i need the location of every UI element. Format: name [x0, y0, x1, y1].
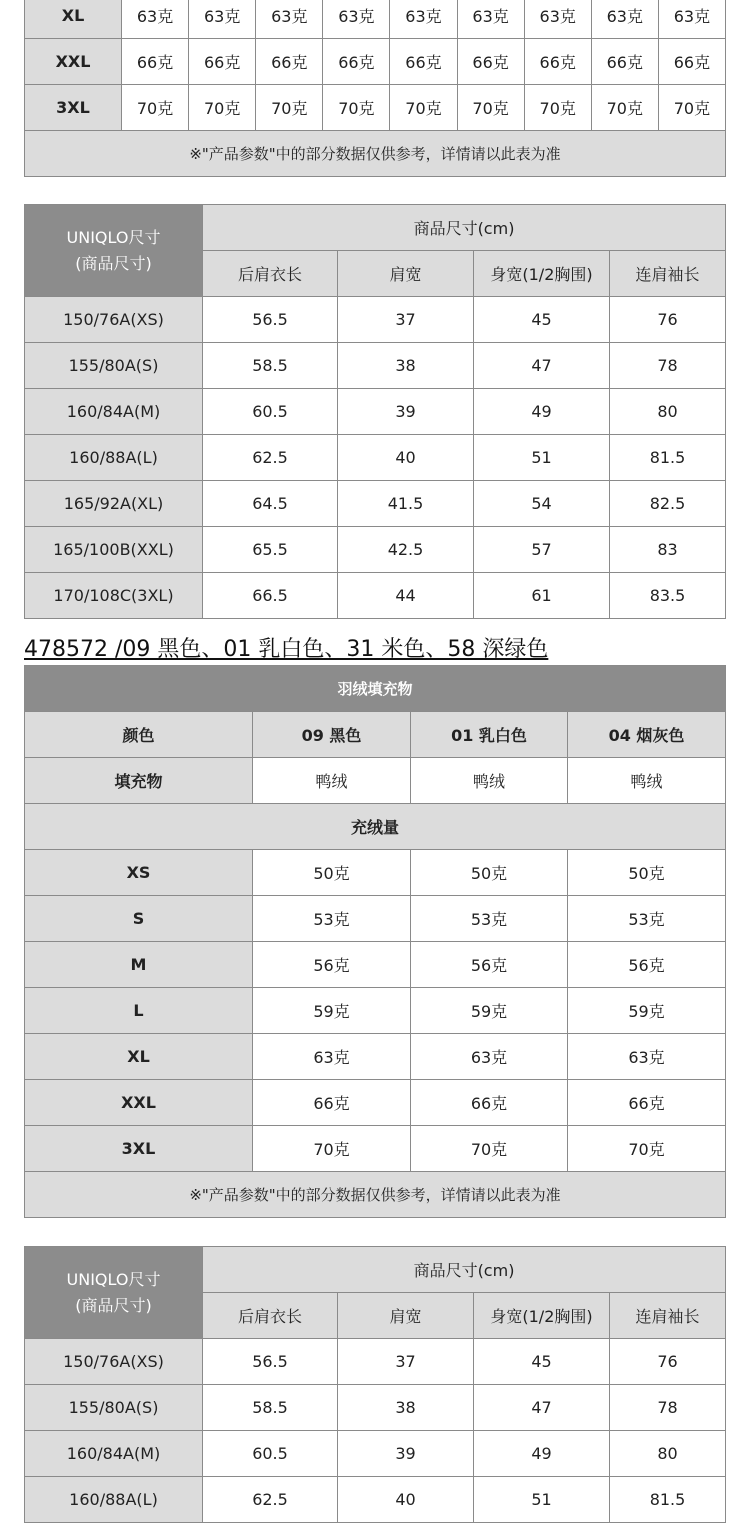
fill-amount-cell: 66克: [256, 39, 323, 85]
fill-amount-cell: 66克: [189, 39, 256, 85]
color-label: 颜色: [25, 712, 253, 758]
fill-table: [24, 665, 726, 1218]
filling-cell: 鸭绒: [568, 758, 726, 804]
measurement-cell: 49: [474, 1431, 610, 1477]
measurement-cell: 60.5: [203, 389, 338, 435]
filling-row: [25, 758, 726, 804]
table-row: [25, 1385, 726, 1431]
fill-amount-cell: 63克: [457, 0, 524, 39]
color-cell: 01 乳白色: [411, 712, 568, 758]
table-row: [25, 0, 726, 39]
fill-amount-cell: 63克: [323, 0, 390, 39]
column-header: 肩宽: [338, 1293, 474, 1339]
table-row: [25, 988, 726, 1034]
measurement-cell: 60.5: [203, 1431, 338, 1477]
color-cell: 04 烟灰色: [568, 712, 726, 758]
fill-amount-cell: 63克: [411, 1034, 568, 1080]
fill-amount-cell: 59克: [411, 988, 568, 1034]
fill-amount-cell: 70克: [658, 85, 725, 131]
measurement-cell: 56.5: [203, 297, 338, 343]
measurement-cell: 38: [338, 343, 474, 389]
measurement-cell: 45: [474, 297, 610, 343]
fill-amount-cell: 53克: [253, 896, 411, 942]
measurement-cell: 37: [338, 1339, 474, 1385]
column-header: 后肩衣长: [203, 251, 338, 297]
table-note: ※"产品参数"中的部分数据仅供参考，详情请以此表为准: [25, 131, 726, 177]
measurement-cell: 80: [610, 1431, 726, 1477]
size-cell: XL: [25, 0, 122, 39]
size-cell: 160/84A(M): [25, 1431, 203, 1477]
column-header: 连肩袖长: [610, 1293, 726, 1339]
fill-table-title: 羽绒填充物: [25, 666, 726, 712]
fill-amount-cell: 70克: [256, 85, 323, 131]
table-row: [25, 1339, 726, 1385]
measurement-cell: 62.5: [203, 1477, 338, 1523]
measurement-cell: 78: [610, 343, 726, 389]
fill-amount-cell: 56克: [411, 942, 568, 988]
table-row: [25, 573, 726, 619]
measurement-cell: 40: [338, 1477, 474, 1523]
size-cell: 165/92A(XL): [25, 481, 203, 527]
fill-amount-cell: 70克: [390, 85, 457, 131]
color-cell: 09 黑色: [253, 712, 411, 758]
table-row: [25, 85, 726, 131]
measurement-cell: 38: [338, 1385, 474, 1431]
fill-amount-cell: 50克: [411, 850, 568, 896]
measurement-cell: 56.5: [203, 1339, 338, 1385]
fill-amount-cell: 70克: [122, 85, 189, 131]
fill-amount-cell: 66克: [591, 39, 658, 85]
measurement-cell: 41.5: [338, 481, 474, 527]
measurement-cell: 80: [610, 389, 726, 435]
fill-amount-cell: 70克: [457, 85, 524, 131]
fill-amount-cell: 63克: [524, 0, 591, 39]
fill-amount-cell: 66克: [390, 39, 457, 85]
fill-amount-cell: 66克: [524, 39, 591, 85]
measurement-cell: 58.5: [203, 1385, 338, 1431]
table-row: [25, 1080, 726, 1126]
measurement-cell: 51: [474, 1477, 610, 1523]
fill-amount-cell: 63克: [591, 0, 658, 39]
table-row: [25, 343, 726, 389]
size-cell: 160/84A(M): [25, 389, 203, 435]
fill-amount-cell: 66克: [323, 39, 390, 85]
product-size-group-header: 商品尺寸(cm): [203, 205, 726, 251]
fill-amount-cell: 66克: [457, 39, 524, 85]
filling-cell: 鸭绒: [411, 758, 568, 804]
table-row: [25, 1034, 726, 1080]
fill-amount-cell: 66克: [658, 39, 725, 85]
fill-amount-cell: 53克: [411, 896, 568, 942]
fill-amount-cell: 70克: [323, 85, 390, 131]
size-cell: 150/76A(XS): [25, 297, 203, 343]
measurement-cell: 64.5: [203, 481, 338, 527]
uniqlo-size-sublabel: (商品尺寸): [75, 253, 152, 273]
measurement-cell: 66.5: [203, 573, 338, 619]
color-row: [25, 712, 726, 758]
size-cell: M: [25, 942, 253, 988]
fill-amount-cell: 63克: [390, 0, 457, 39]
measurement-cell: 54: [474, 481, 610, 527]
fill-amount-cell: 70克: [568, 1126, 726, 1172]
measurement-cell: 65.5: [203, 527, 338, 573]
fill-amount-cell: 59克: [253, 988, 411, 1034]
measurement-cell: 76: [610, 297, 726, 343]
fill-amount-cell: 50克: [568, 850, 726, 896]
size-cell: 3XL: [25, 1126, 253, 1172]
fill-amount-cell: 70克: [524, 85, 591, 131]
column-header: 身宽(1/2胸围): [474, 1293, 610, 1339]
product-title: 478572 /09 黑色、01 乳白色、31 米色、58 深绿色: [24, 637, 549, 662]
fill-amount-cell: 56克: [568, 942, 726, 988]
table-row: [25, 297, 726, 343]
measurement-cell: 57: [474, 527, 610, 573]
fill-amount-cell: 59克: [568, 988, 726, 1034]
fill-amount-cell: 56克: [253, 942, 411, 988]
fill-amount-cell: 70克: [253, 1126, 411, 1172]
measurement-cell: 58.5: [203, 343, 338, 389]
fill-amount-cell: 66克: [568, 1080, 726, 1126]
measurement-cell: 47: [474, 343, 610, 389]
size-cell: 155/80A(S): [25, 1385, 203, 1431]
measurement-cell: 51: [474, 435, 610, 481]
uniqlo-size-header-2: [25, 1247, 203, 1339]
fill-table-note: ※"产品参数"中的部分数据仅供参考，详情请以此表为准: [25, 1172, 726, 1218]
table-row: [25, 389, 726, 435]
measurement-cell: 44: [338, 573, 474, 619]
size-cell: S: [25, 896, 253, 942]
size-cell: 165/100B(XXL): [25, 527, 203, 573]
uniqlo-size-label: UNIQLO尺寸: [66, 227, 161, 247]
fill-amount-cell: 70克: [189, 85, 256, 131]
fill-amount-cell: 66克: [411, 1080, 568, 1126]
table-row: [25, 942, 726, 988]
column-header: 连肩袖长: [610, 251, 726, 297]
size-cell: XL: [25, 1034, 253, 1080]
size-cell: 160/88A(L): [25, 435, 203, 481]
note-row: [25, 131, 726, 177]
fill-amount-cell: 63克: [253, 1034, 411, 1080]
table-row: [25, 850, 726, 896]
measurement-cell: 83.5: [610, 573, 726, 619]
size-table-1: [24, 204, 726, 619]
measurement-cell: 61: [474, 573, 610, 619]
fill-amount-cell: 66克: [122, 39, 189, 85]
measurement-cell: 39: [338, 389, 474, 435]
measurement-cell: 62.5: [203, 435, 338, 481]
measurement-cell: 78: [610, 1385, 726, 1431]
column-header: 肩宽: [338, 251, 474, 297]
column-header: 身宽(1/2胸围): [474, 251, 610, 297]
column-header: 后肩衣长: [203, 1293, 338, 1339]
table-row: [25, 435, 726, 481]
size-table-2: [24, 1246, 726, 1523]
fill-amount-cell: 63克: [122, 0, 189, 39]
fill-amount-cell: 70克: [411, 1126, 568, 1172]
measurement-cell: 47: [474, 1385, 610, 1431]
filling-label: 填充物: [25, 758, 253, 804]
fill-amount-table-top: [24, 0, 726, 177]
fill-amount-cell: 70克: [591, 85, 658, 131]
fill-amount-cell: 63克: [256, 0, 323, 39]
measurement-cell: 81.5: [610, 435, 726, 481]
table-row: [25, 481, 726, 527]
measurement-cell: 40: [338, 435, 474, 481]
measurement-cell: 49: [474, 389, 610, 435]
size-cell: 170/108C(3XL): [25, 573, 203, 619]
fill-amount-cell: 50克: [253, 850, 411, 896]
uniqlo-size-header: [25, 205, 203, 297]
product-size-group-header-2: 商品尺寸(cm): [203, 1247, 726, 1293]
table-row: [25, 527, 726, 573]
fill-amount-cell: 66克: [253, 1080, 411, 1126]
measurement-cell: 39: [338, 1431, 474, 1477]
measurement-cell: 76: [610, 1339, 726, 1385]
measurement-cell: 81.5: [610, 1477, 726, 1523]
measurement-cell: 37: [338, 297, 474, 343]
measurement-cell: 82.5: [610, 481, 726, 527]
size-cell: 160/88A(L): [25, 1477, 203, 1523]
fill-amount-cell: 53克: [568, 896, 726, 942]
filling-cell: 鸭绒: [253, 758, 411, 804]
measurement-cell: 83: [610, 527, 726, 573]
size-cell: L: [25, 988, 253, 1034]
fill-amount-cell: 63克: [658, 0, 725, 39]
table-row: [25, 1126, 726, 1172]
uniqlo-size-sublabel-2: (商品尺寸): [75, 1295, 152, 1315]
size-cell: 155/80A(S): [25, 343, 203, 389]
size-cell: XXL: [25, 39, 122, 85]
table-row: [25, 1431, 726, 1477]
table-row: [25, 39, 726, 85]
table-row: [25, 896, 726, 942]
fill-amount-label: 充绒量: [25, 804, 726, 850]
measurement-cell: 45: [474, 1339, 610, 1385]
measurement-cell: 42.5: [338, 527, 474, 573]
fill-amount-cell: 63克: [189, 0, 256, 39]
size-cell: 3XL: [25, 85, 122, 131]
uniqlo-size-label-2: UNIQLO尺寸: [66, 1269, 161, 1289]
size-cell: XXL: [25, 1080, 253, 1126]
size-cell: XS: [25, 850, 253, 896]
size-cell: 150/76A(XS): [25, 1339, 203, 1385]
fill-amount-cell: 63克: [568, 1034, 726, 1080]
